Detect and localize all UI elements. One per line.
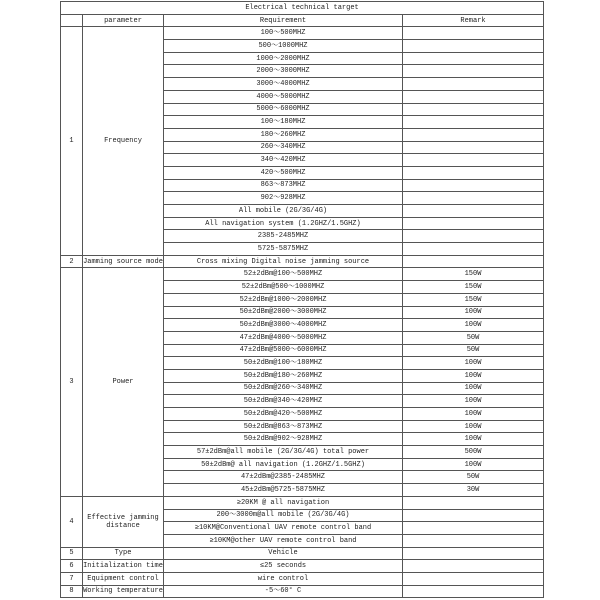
remark-cell: 50W [403,331,544,344]
remark-cell [403,154,544,167]
table-row [61,585,544,598]
parameter-name: Equipment control [83,572,164,585]
item-number: 5 [61,547,83,560]
requirement-cell: 47±2dBm@5000～6000MHZ [164,344,403,357]
requirement-cell: -5～60° C [164,585,403,598]
header-no [61,14,83,27]
table-row [61,255,544,268]
remark-cell: 100W [403,420,544,433]
requirement-cell: 50±2dBm@260～340MHZ [164,382,403,395]
header-requirement: Requirement [164,14,403,27]
remark-cell [403,243,544,256]
requirement-cell: 52±2dBm@1000～2000MHZ [164,293,403,306]
remark-cell [403,141,544,154]
remark-cell [403,40,544,53]
remark-cell [403,179,544,192]
item-number: 3 [61,268,83,496]
requirement-cell: 4000～5000MHZ [164,90,403,103]
table-row [61,27,544,40]
remark-cell [403,496,544,509]
requirement-cell: 420～500MHZ [164,166,403,179]
item-number: 7 [61,572,83,585]
requirement-cell: 5000～6000MHZ [164,103,403,116]
requirement-cell: 50±2dBm@2000～3000MHZ [164,306,403,319]
table-row [61,547,544,560]
requirement-cell: 2000～3000MHZ [164,65,403,78]
remark-cell: 100W [403,408,544,421]
requirement-cell: 5725-5875MHZ [164,243,403,256]
requirement-cell: ≥20KM @ all navigation [164,496,403,509]
parameter-name: Jamming source mode [83,255,164,268]
table-title: Electrical technical target [61,2,544,15]
item-number: 1 [61,27,83,255]
remark-cell [403,534,544,547]
requirement-cell: 52±2dBm@100～500MHZ [164,268,403,281]
requirement-cell: 50±2dBm@340～420MHZ [164,395,403,408]
requirement-cell: All mobile (2G/3G/4G) [164,205,403,218]
remark-cell [403,27,544,40]
requirement-cell: 500～1000MHZ [164,40,403,53]
requirement-cell: 340～420MHZ [164,154,403,167]
remark-cell: 100W [403,357,544,370]
requirement-cell: All navigation system (1.2GHZ/1.5GHZ) [164,217,403,230]
parameter-name: Initialization time [83,560,164,573]
remark-cell: 100W [403,395,544,408]
remark-cell: 100W [403,319,544,332]
requirement-cell: 100～180MHZ [164,116,403,129]
remark-cell: 100W [403,306,544,319]
requirement-cell: 50±2dBm@100～180MHZ [164,357,403,370]
requirement-cell: 47±2dBm@2385-2485MHZ [164,471,403,484]
requirement-cell: 50±2dBm@902～928MHZ [164,433,403,446]
requirement-cell: 50±2dBm@420～500MHZ [164,408,403,421]
remark-cell [403,90,544,103]
parameter-name: Type [83,547,164,560]
technical-spec-table [60,1,544,598]
table-row [61,572,544,585]
requirement-cell: 180～260MHZ [164,128,403,141]
remark-cell [403,103,544,116]
requirement-cell: ≥10KM@Conventional UAV remote control band [164,522,403,535]
requirement-cell: 2385-2485MHZ [164,230,403,243]
table-row [61,496,544,509]
item-number: 8 [61,585,83,598]
remark-cell [403,116,544,129]
requirement-cell: 50±2dBm@180～260MHZ [164,369,403,382]
requirement-cell: 902～928MHZ [164,192,403,205]
requirement-cell: ≥10KM@other UAV remote control band [164,534,403,547]
item-number: 2 [61,255,83,268]
requirement-cell: 52±2dBm@500～1000MHZ [164,281,403,294]
header-parameter: parameter [83,14,164,27]
requirement-cell: 1000～2000MHZ [164,52,403,65]
remark-cell: 100W [403,369,544,382]
remark-cell [403,78,544,91]
item-number: 6 [61,560,83,573]
requirement-cell: 47±2dBm@4000～5000MHZ [164,331,403,344]
parameter-name: Effective jamming distance [83,496,164,547]
requirement-cell: 50±2dBm@863～873MHZ [164,420,403,433]
remark-cell [403,560,544,573]
remark-cell: 30W [403,484,544,497]
requirement-cell: 863～873MHZ [164,179,403,192]
table-row [61,560,544,573]
remark-cell [403,547,544,560]
header-row [61,14,544,27]
table-row [61,268,544,281]
header-remark: Remark [403,14,544,27]
remark-cell: 150W [403,281,544,294]
requirement-cell: 57±2dBm@all mobile (2G/3G/4G) total power [164,446,403,459]
requirement-cell: 260～340MHZ [164,141,403,154]
remark-cell: 500W [403,446,544,459]
parameter-name: Frequency [83,27,164,255]
parameter-name: Working temperature [83,585,164,598]
title-row [61,2,544,15]
requirement-cell: 45±2dBm@5725-5875MHZ [164,484,403,497]
remark-cell [403,255,544,268]
remark-cell [403,192,544,205]
remark-cell [403,509,544,522]
requirement-cell: 50±2dBm@ all navigation (1.2GHZ/1.5GHZ) [164,458,403,471]
remark-cell: 100W [403,382,544,395]
requirement-cell: Vehicle [164,547,403,560]
remark-cell: 100W [403,458,544,471]
remark-cell [403,52,544,65]
remark-cell [403,128,544,141]
remark-cell [403,230,544,243]
remark-cell: 150W [403,293,544,306]
requirement-cell: 3000～4000MHZ [164,78,403,91]
remark-cell: 100W [403,433,544,446]
item-number: 4 [61,496,83,547]
remark-cell [403,572,544,585]
remark-cell [403,65,544,78]
requirement-cell: 200～3000m@all mobile (2G/3G/4G) [164,509,403,522]
requirement-cell: 50±2dBm@3000～4000MHZ [164,319,403,332]
parameter-name: Power [83,268,164,496]
remark-cell: 50W [403,471,544,484]
remark-cell: 50W [403,344,544,357]
remark-cell [403,166,544,179]
remark-cell [403,585,544,598]
requirement-cell: 100～500MHZ [164,27,403,40]
requirement-cell: wire control [164,572,403,585]
remark-cell [403,217,544,230]
remark-cell [403,522,544,535]
requirement-cell: Cross mixing Digital noise jamming source [164,255,403,268]
requirement-cell: ≤25 seconds [164,560,403,573]
remark-cell: 150W [403,268,544,281]
remark-cell [403,205,544,218]
